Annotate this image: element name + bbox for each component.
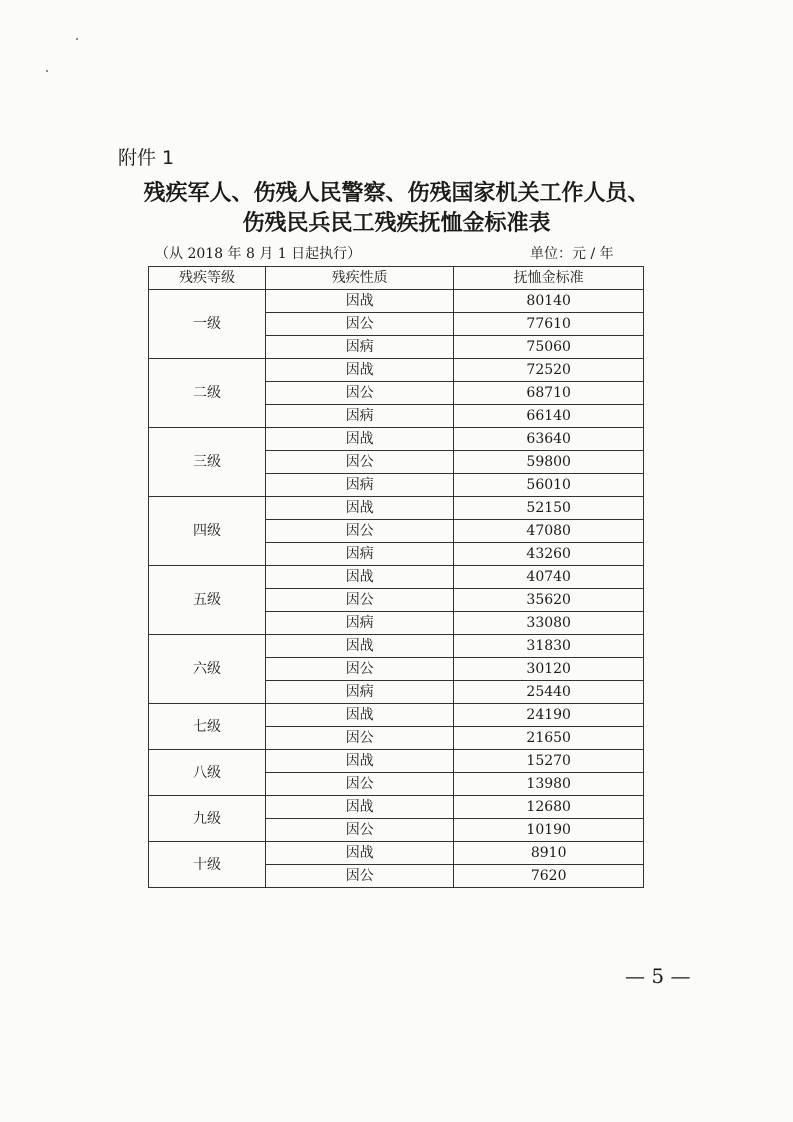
cell-disability-nature: 因公	[266, 520, 454, 543]
cell-pension-amount: 15270	[454, 750, 644, 773]
effective-date-note: （从 2018 年 8 月 1 日起执行）	[155, 246, 362, 262]
cell-pension-amount: 33080	[454, 612, 644, 635]
cell-pension-amount: 10190	[454, 819, 644, 842]
cell-disability-nature: 因战	[266, 704, 454, 727]
cell-disability-level: 九级	[149, 796, 266, 842]
cell-disability-nature: 因战	[266, 566, 454, 589]
header-disability-nature: 残疾性质	[266, 267, 454, 290]
table-row	[149, 750, 644, 773]
table-row	[149, 290, 644, 313]
cell-pension-amount: 75060	[454, 336, 644, 359]
cell-pension-amount: 31830	[454, 635, 644, 658]
cell-pension-amount: 25440	[454, 681, 644, 704]
cell-pension-amount: 13980	[454, 773, 644, 796]
unit-note: 单位：元 / 年	[530, 246, 614, 262]
cell-pension-amount: 35620	[454, 589, 644, 612]
scan-speck	[76, 38, 78, 40]
cell-disability-nature: 因公	[266, 773, 454, 796]
cell-pension-amount: 52150	[454, 497, 644, 520]
table-row	[149, 566, 644, 589]
cell-disability-level: 二级	[149, 359, 266, 428]
cell-disability-nature: 因公	[266, 658, 454, 681]
cell-disability-level: 八级	[149, 750, 266, 796]
cell-disability-level: 七级	[149, 704, 266, 750]
cell-disability-level: 四级	[149, 497, 266, 566]
document-title-line1: 残疾军人、伤残人民警察、伤残国家机关工作人员、	[143, 181, 650, 206]
table-header-row	[149, 267, 644, 290]
cell-pension-amount: 63640	[454, 428, 644, 451]
cell-disability-nature: 因战	[266, 428, 454, 451]
document-title-line2: 伤残民兵民工残疾抚恤金标准表	[242, 211, 551, 236]
cell-pension-amount: 8910	[454, 842, 644, 865]
cell-disability-nature: 因公	[266, 382, 454, 405]
cell-disability-nature: 因病	[266, 336, 454, 359]
cell-pension-amount: 7620	[454, 865, 644, 888]
cell-disability-nature: 因病	[266, 405, 454, 428]
attachment-label: 附件 1	[118, 147, 175, 169]
cell-disability-nature: 因公	[266, 451, 454, 474]
table-body	[149, 290, 644, 888]
header-disability-level: 残疾等级	[149, 267, 266, 290]
table-row	[149, 359, 644, 382]
cell-disability-level: 五级	[149, 566, 266, 635]
cell-disability-nature: 因公	[266, 313, 454, 336]
cell-disability-nature: 因病	[266, 474, 454, 497]
cell-pension-amount: 30120	[454, 658, 644, 681]
cell-pension-amount: 59800	[454, 451, 644, 474]
cell-disability-level: 六级	[149, 635, 266, 704]
cell-pension-amount: 56010	[454, 474, 644, 497]
scan-speck	[46, 70, 48, 72]
cell-pension-amount: 77610	[454, 313, 644, 336]
cell-disability-nature: 因战	[266, 796, 454, 819]
cell-disability-nature: 因战	[266, 359, 454, 382]
cell-pension-amount: 68710	[454, 382, 644, 405]
cell-pension-amount: 66140	[454, 405, 644, 428]
table-row	[149, 497, 644, 520]
cell-pension-amount: 24190	[454, 704, 644, 727]
cell-disability-level: 一级	[149, 290, 266, 359]
table-row	[149, 796, 644, 819]
cell-disability-nature: 因战	[266, 497, 454, 520]
cell-pension-amount: 47080	[454, 520, 644, 543]
cell-pension-amount: 72520	[454, 359, 644, 382]
pension-standard-table	[148, 266, 644, 888]
cell-disability-nature: 因战	[266, 290, 454, 313]
cell-disability-level: 十级	[149, 842, 266, 888]
page-number: — 5 —	[625, 964, 691, 988]
table-row	[149, 842, 644, 865]
cell-pension-amount: 80140	[454, 290, 644, 313]
table-row	[149, 428, 644, 451]
cell-pension-amount: 40740	[454, 566, 644, 589]
header-pension-amount: 抚恤金标准	[454, 267, 644, 290]
cell-disability-nature: 因战	[266, 842, 454, 865]
cell-disability-nature: 因战	[266, 635, 454, 658]
cell-disability-nature: 因病	[266, 681, 454, 704]
cell-disability-nature: 因公	[266, 589, 454, 612]
table-row	[149, 704, 644, 727]
cell-disability-nature: 因公	[266, 727, 454, 750]
cell-pension-amount: 43260	[454, 543, 644, 566]
cell-pension-amount: 12680	[454, 796, 644, 819]
cell-pension-amount: 21650	[454, 727, 644, 750]
cell-disability-nature: 因战	[266, 750, 454, 773]
cell-disability-nature: 因病	[266, 543, 454, 566]
cell-disability-level: 三级	[149, 428, 266, 497]
cell-disability-nature: 因公	[266, 865, 454, 888]
table-row	[149, 635, 644, 658]
cell-disability-nature: 因公	[266, 819, 454, 842]
cell-disability-nature: 因病	[266, 612, 454, 635]
